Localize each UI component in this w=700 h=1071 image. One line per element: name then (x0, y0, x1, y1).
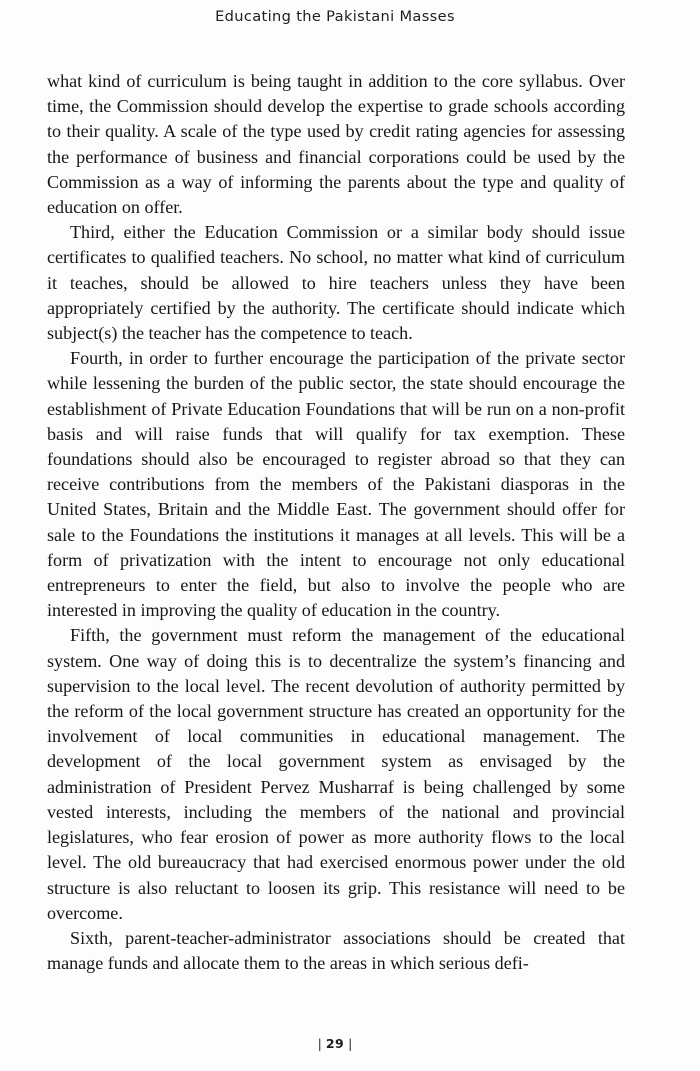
running-head: Educating the Pakistani Masses (215, 8, 455, 25)
paragraph-fifth: Fifth, the government must reform the management of the educational system. One way of doing this is to decentralize the system’s financing and supervision to the local level. The recent devolution of authority permitted by the reform of the local government structure has created an opportunity for the involvement of local communities in educational management. The development of the local government system as envisaged by the administration of President Pervez Musharraf is being challenged by some vested interests, including the members of the national and provincial legislatures, who fear erosion of power as more authority flows to the local level. The old bureaucracy that had exercised enormous power under the old structure is also reluctant to loosen its grip. This resistance will need to be overcome. (47, 625, 625, 923)
folio-right-rule: | (348, 1036, 353, 1051)
folio (0, 1036, 670, 1051)
paragraph-sixth: Sixth, parent-teacher-administrator associations should be created that manage funds and allocate them to the areas in which serious defi- (47, 927, 625, 974)
page-number: 29 (325, 1036, 345, 1051)
folio-left-rule: | (317, 1036, 322, 1051)
body-text-block (47, 69, 625, 976)
paragraph-continued: what kind of curriculum is being taught in addition to the core syllabus. Over time, the Commission should develop the expertise to grade schools according to their quality. A scale of the type used by credit rating agencies for assessing the performance of business and financial corporations could be used by the Commission as a way of informing the parents about the type and quality of education on offer. (47, 71, 625, 218)
paragraph-third: Third, either the Education Commission or a similar body should issue certificates to qualified teachers. No school, no matter what kind of curriculum it teaches, should be allowed to hire teachers unless they have been appropriately certified by the authority. The certificate should indicate which subject(s) the teacher has the competence to teach. (47, 222, 625, 344)
paragraph-fourth: Fourth, in order to further encourage the participation of the private sector while lessening the burden of the public sector, the state should encourage the establishment of Private Education Foundations that will be run on a non-profit basis and will raise funds that will qualify for tax exemption. These foundations should also be encouraged to register abroad so that they can receive contributions from the members of the Pakistani diasporas in the United States, Britain and the Middle East. The government should offer for sale to the Foundations the institutions it manages at all levels. This will be a form of privatization with the intent to encourage not only educational entrepreneurs to enter the field, but also to involve the people who are interested in improving the quality of education in the country. (47, 348, 625, 621)
